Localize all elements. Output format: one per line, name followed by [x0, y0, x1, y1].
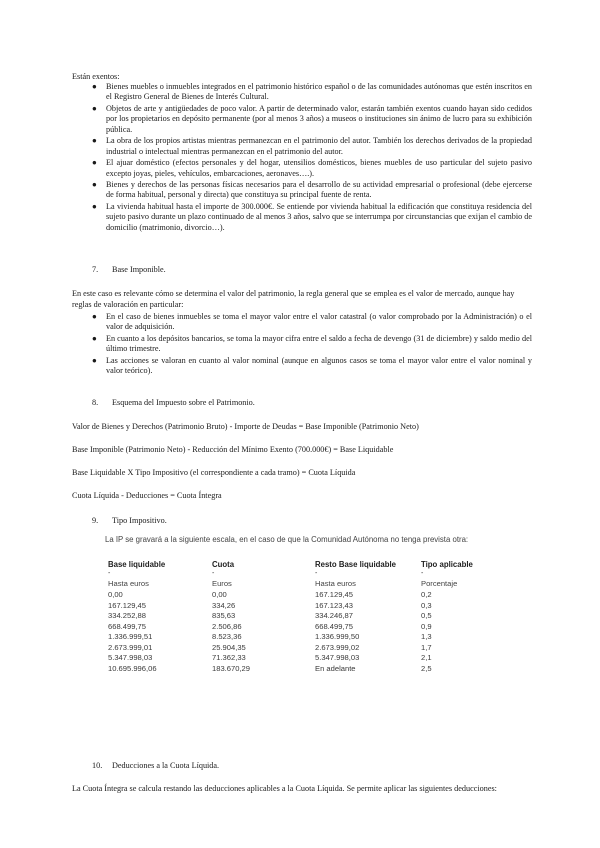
column-subheader: Porcentaje — [421, 579, 458, 588]
section-number: 10. — [92, 761, 103, 770]
table-cell: 2.506,86 — [212, 621, 242, 631]
bullet-icon: ● — [92, 158, 97, 168]
column-header: Cuota — [212, 560, 235, 569]
table-cell: 10.695.996,06 — [108, 663, 157, 673]
list-item-text: En el caso de bienes inmuebles se toma el mayor valor entre el valor catastral (o valor comprobado por la Administración) o el valor de adquisición. — [106, 312, 532, 332]
table-row — [105, 622, 525, 633]
table-cell: 2,5 — [421, 663, 432, 673]
table-row — [105, 632, 525, 643]
table-cell: 5.347.998,03 — [108, 653, 153, 662]
table-cell: 167.129,45 — [315, 590, 354, 599]
list-item — [92, 312, 532, 333]
table-cell: 1,3 — [421, 632, 432, 641]
esquema-line-1: Valor de Bienes y Derechos (Patrimonio Bruto) - Importe de Deudas = Base Imponible (Patrimonio Neto) — [72, 422, 419, 431]
table-cell: 0,00 — [108, 590, 123, 599]
list-item-text: Bienes y derechos de las personas físicas necesarios para el desarrollo de su actividad empresarial o profesional (debe ejercerse de forma habitual, personal y directa) que constituya su principal fuente de renta. — [106, 180, 532, 200]
table-header-row — [105, 560, 525, 570]
list-item-text: La obra de los propios artistas mientras permanezcan en el patrimonio del autor. También los derechos derivados de la propiedad industrial o intelectual mientras permanezcan en el patrimonio del autor. — [106, 136, 532, 156]
dash: - — [315, 570, 318, 577]
list-item — [92, 356, 532, 377]
dash: - — [212, 570, 215, 577]
list-item-text: En cuanto a los depósitos bancarios, se toma la mayor cifra entre el saldo a fecha de devengo (31 de diciembre) y saldo medio del último trimestre. — [106, 333, 532, 354]
table-cell: 668.499,75 — [315, 621, 354, 631]
list-item-text: La vivienda habitual hasta el importe de 300.000€. Se entiende por vivienda habitual la edificación que constituya residencia del sujeto pasivo durante un plazo continuado de al menos 3 años, salvo que se interrumpa por circunstancias que exijan el cambio de domicilio (matrimonio, divorcio…). — [106, 201, 532, 232]
list-item — [92, 334, 532, 355]
table-cell: 0,5 — [421, 611, 432, 620]
section-number: 7. — [92, 265, 99, 274]
table-cell: 0,3 — [421, 600, 432, 610]
table-cell: 2.673.999,01 — [108, 642, 153, 652]
table-cell: 183.670,29 — [212, 663, 251, 673]
list-item — [92, 82, 532, 103]
table-cell: 25.904,35 — [212, 642, 246, 652]
bullet-icon: ● — [92, 82, 97, 91]
list-item — [92, 180, 532, 201]
section-10-heading — [92, 760, 219, 771]
section-7-heading — [92, 264, 166, 275]
table-subheader-row — [105, 579, 525, 589]
table-cell: 2.673.999,02 — [315, 642, 360, 652]
table-cell: 334.252,88 — [108, 611, 147, 620]
exentos-intro: Están exentos: — [72, 72, 120, 81]
bullet-icon: ● — [92, 136, 97, 146]
table-cell: 167.129,45 — [108, 600, 147, 610]
bullet-icon: ● — [92, 180, 97, 190]
table-row — [105, 590, 525, 601]
table-cell: 5.347.998,03 — [315, 653, 360, 662]
table-cell: 1.336.999,51 — [108, 632, 153, 641]
table-cell: 0,9 — [421, 621, 432, 631]
table-row — [105, 643, 525, 654]
column-subheader: Hasta euros — [108, 579, 149, 588]
dash: - — [421, 570, 424, 577]
section-number: 8. — [92, 398, 99, 407]
table-cell: 8.523,36 — [212, 632, 242, 641]
bullet-icon: ● — [92, 355, 97, 365]
table-intro: La IP se gravará a la siguiente escala, en el caso de que la Comunidad Autónoma no tenga prevista otra: — [105, 535, 469, 544]
section-title: Deducciones a la Cuota Líquida. — [112, 761, 220, 770]
exentos-list — [92, 82, 532, 234]
esquema-line-3: Base Liquidable X Tipo Impositivo (el correspondiente a cada tramo) = Cuota Líquida — [72, 468, 356, 477]
column-header: Base liquidable — [108, 560, 166, 569]
bullet-icon: ● — [92, 103, 97, 113]
table-cell: 0,00 — [212, 590, 227, 599]
table-row — [105, 601, 525, 612]
list-item — [92, 158, 532, 179]
table-cell: 1,7 — [421, 642, 432, 652]
list-item-text: Las acciones se valoran en cuanto al valor nominal (aunque en algunos casos se toma el mayor valor entre el valor nominal y valor teórico). — [106, 355, 532, 376]
list-item — [92, 202, 532, 233]
table-cell: 334.246,87 — [315, 611, 354, 620]
list-item-text: Bienes muebles o inmuebles integrados en el patrimonio histórico español o de las comunidades autónomas que estén inscritos en el Registro General de Bienes de Interés Cultural. — [106, 82, 532, 102]
list-item-text: El ajuar doméstico (efectos personales y del hogar, utensilios domésticos, bienes muebles de uso particular del sujeto pasivo excepto joyas, pieles, vehículos, embarcaciones, aeronaves….). — [106, 158, 532, 178]
column-header: Tipo aplicable — [421, 560, 473, 569]
column-header: Resto Base liquidable — [315, 560, 397, 569]
section-title: Esquema del Impuesto sobre el Patrimonio. — [112, 398, 255, 407]
table-cell: 0,2 — [421, 590, 432, 599]
bullet-icon: ● — [92, 201, 97, 211]
table-row — [105, 611, 525, 622]
esquema-line-4: Cuota Líquida - Deducciones = Cuota Íntegra — [72, 491, 222, 500]
table-body — [105, 590, 525, 674]
table-cell: 334,26 — [212, 600, 236, 610]
section-9-heading — [92, 515, 167, 526]
base-items-list — [92, 312, 532, 378]
column-subheader: Hasta euros — [315, 579, 356, 588]
table-cell: 1.336.999,50 — [315, 632, 360, 641]
bullet-icon: ● — [92, 312, 97, 321]
list-item — [92, 136, 532, 157]
base-intro: En este caso es relevante cómo se determina el valor del patrimonio, la regla general que se emplea es el valor de mercado, aunque hay reglas de valoración en particular: — [72, 289, 515, 309]
list-item-text: Objetos de arte y antigüedades de poco valor. A partir de determinado valor, estarán también exentos cuando hayan sido cedidos por los propietarios en depósito permanente (por al menos 3 años) a museos o instituciones sin ánimo de lucro para su exhibición pública. — [106, 103, 532, 134]
tax-scale-table — [105, 535, 525, 715]
table-cell: 167.123,43 — [315, 600, 354, 610]
bullet-icon: ● — [92, 333, 97, 343]
table-cell: 71.362,33 — [212, 653, 246, 662]
section-title: Base Imponible. — [112, 265, 166, 274]
section-title: Tipo Impositivo. — [112, 516, 167, 525]
table-cell: 2,1 — [421, 653, 432, 662]
table-cell: 835,63 — [212, 611, 236, 620]
table-row — [105, 664, 525, 675]
table-cell: 668.499,75 — [108, 621, 147, 631]
section-8-heading — [92, 397, 255, 408]
section-number: 9. — [92, 516, 99, 525]
table-dash-row — [105, 570, 525, 579]
dash: - — [108, 570, 111, 577]
table-cell: En adelante — [315, 663, 356, 673]
list-item — [92, 104, 532, 135]
final-paragraph: La Cuota Íntegra se calcula restando las deducciones aplicables a la Cuota Líquida. Se permite aplicar las siguientes deducciones: — [72, 784, 497, 793]
table-row — [105, 653, 525, 664]
column-subheader: Euros — [212, 579, 232, 588]
esquema-line-2: Base Imponible (Patrimonio Neto) - Reducción del Mínimo Exento (700.000€) = Base Liquidable — [72, 445, 394, 454]
